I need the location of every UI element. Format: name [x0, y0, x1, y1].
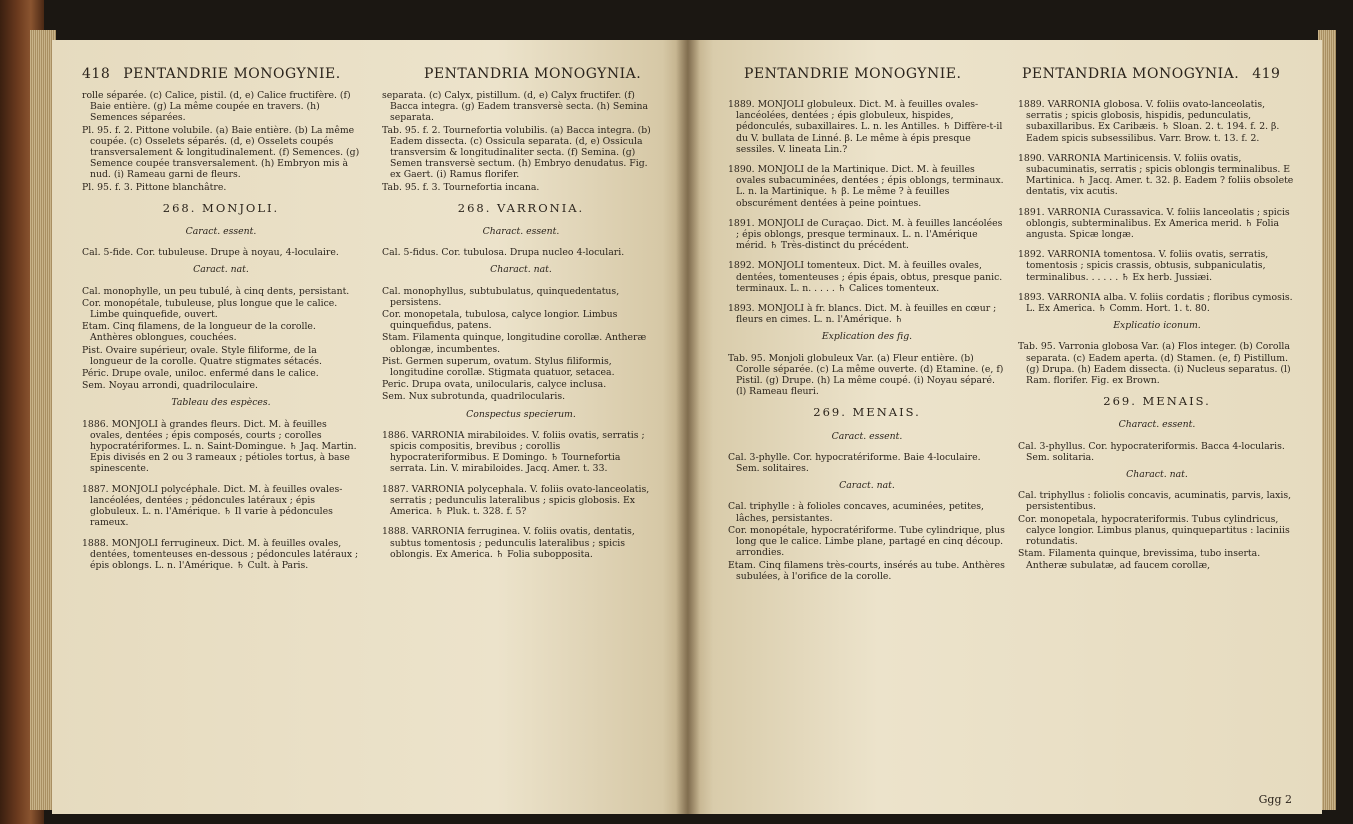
- right-page-french-column: [728, 90, 1006, 583]
- header-french: PENTANDRIE MONOGYNIE.: [744, 66, 962, 82]
- text-block: 1888. MONJOLI ferrugineux. Dict. M. à feuilles ovales, dentées, tomenteuses en-dessous ; pédoncules latéraux ; épis oblongs. L. n. l'Amérique. ♄ Cult. à Paris.: [82, 537, 359, 571]
- text-block: Cal. 3-phylle. Cor. hypocratériforme. Baie 4-loculaire. Sem. solitaires.: [728, 451, 981, 475]
- left-page: [52, 40, 688, 814]
- text-block: 1893. MONJOLI à fr. blancs. Dict. M. à feuilles en cœur ; fleurs en cimes. L. n. l'Amérique. ♄: [728, 303, 997, 326]
- text-block: Cor. monopétale, tubuleuse, plus longue que le calice. Limbe quinquefide, ouvert.: [82, 297, 338, 321]
- text-block: Etam. Cinq filamens, de la longueur de la corolle. Anthères oblongues, couchées.: [82, 321, 316, 344]
- text-block: Cor. monopetala, tubulosa, calyce longior. Limbus quinquefidus, patens.: [382, 309, 618, 332]
- book-gutter: [676, 40, 700, 814]
- right-page-latin-column: [1018, 90, 1296, 572]
- text-block: 1892. VARRONIA tomentosa. V. foliis ovatis, serratis, tomentosis ; spicis crassis, obtusis, subpaniculatis, terminalibus. . . . . . ♄ Ex herb. Jussiæi.: [1018, 249, 1269, 283]
- text-block: Cal. triphylle : à folioles concaves, acuminées, petites, lâches, persistantes.: [728, 501, 984, 524]
- text-block: 1892. MONJOLI tomenteux. Dict. M. à feuilles ovales, dentées, tomenteuses ; épis épais, obtus, presque panic. terminaux. L. n. . . . . ♄ Calices tomenteux.: [728, 260, 1003, 294]
- text-block: Cal. triphyllus : foliolis concavis, acuminatis, parvis, laxis, persistentibus.: [1018, 490, 1292, 513]
- text-block: Charact. essent.: [1118, 419, 1196, 431]
- text-block: Cal. 5-fide. Cor. tubuleuse. Drupe à noyau, 4-loculaire.: [82, 247, 339, 259]
- text-block: Cal. monophyllus, subtubulatus, quinquedentatus, persistens.: [382, 285, 620, 308]
- text-block: Charact. nat.: [490, 264, 552, 276]
- text-block: Tab. 95. Monjoli globuleux Var. (a) Fleur entière. (b) Corolle séparée. (c) La même ouverte. (d) Etamine. (e, f) Pistil. (g) Drupe. (h) La même coupé. (i) Noyau séparé. (l) Rameau fleuri.: [728, 352, 1004, 398]
- text-block: Stam. Filamenta quinque, longitudine corollæ. Antheræ oblongæ, incumbentes.: [382, 332, 647, 355]
- text-block: 1888. VARRONIA ferruginea. V. foliis ovatis, dentatis, subtus tomentosis ; pedunculis lateralibus ; spicis oblongis. Ex America. ♄ Folia subopposita.: [382, 526, 635, 560]
- right-page-header: [1022, 66, 1280, 82]
- right-page: [688, 40, 1322, 814]
- text-block: Conspectus specierum.: [466, 408, 576, 420]
- text-block: Stam. Filamenta quinque, brevissima, tubo inserta. Antheræ subulatæ, ad faucem corollæ,: [1018, 548, 1261, 571]
- text-block: Sem. Nux subrotunda, quadrilocularis.: [382, 391, 566, 403]
- text-block: Etam. Cinq filamens très-courts, insérés au tube. Anthères subulées, à l'orifice de la corolle.: [728, 559, 1005, 582]
- text-block: rolle séparée. (c) Calice, pistil. (d, e) Calice fructifère. (f) Baie entière. (g) La même coupée en travers. (h) Semences séparées.: [82, 90, 351, 124]
- left-page-latin-column: [382, 90, 660, 561]
- text-block: 1887. MONJOLI polycéphale. Dict. M. à feuilles ovales-lancéolées, dentées ; pédoncules latéraux ; épis globuleux. L. n. l'Amérique. ♄ Il varie à pédoncules rameux.: [82, 483, 343, 529]
- left-page-french-column: [82, 90, 360, 572]
- text-block: Pist. Germen superum, ovatum. Stylus filiformis, longitudine corollæ. Stigmata quatuor, setacea.: [382, 355, 615, 379]
- text-block: Sem. Noyau arrondi, quadriloculaire.: [82, 380, 258, 392]
- text-block: 1886. MONJOLI à grandes fleurs. Dict. M. à feuilles ovales, dentées ; épis composés, courts ; corolles hypocratériformes. L. n. Saint-Domingue. ♄ Jaq. Martin. Epis divisés en 2 ou 3 rameaux ; pétioles tortus, à base spinescente.: [82, 418, 357, 475]
- text-block: 269. MENAIS.: [813, 405, 921, 420]
- text-block: 268. VARRONIA.: [457, 200, 585, 215]
- text-block: 1890. VARRONIA Martinicensis. V. foliis ovatis, subacuminatis, serratis ; spicis oblongis terminalibus. E Martinica. ♄ Jacq. Amer. t. 32. β. Eadem ? foliis obsolete dentatis, vix acutis.: [1018, 152, 1294, 198]
- text-block: Tableau des espèces.: [171, 397, 271, 409]
- text-block: Charact. essent.: [482, 226, 560, 238]
- signature-mark: Ggg 2: [1258, 793, 1292, 806]
- text-block: Explicatio iconum.: [1113, 320, 1201, 332]
- text-block: 1886. VARRONIA mirabiloides. V. foliis ovatis, serratis ; spicis compositis, brevibus ; corollis hypocrateriformibus. E Domingo. ♄ Tournefortia serrata. Lin. V. mirabiloides. Jacq. Amer. t. 33.: [382, 429, 645, 475]
- text-block: Tab. 95. f. 3. Tournefortia incana.: [382, 181, 540, 193]
- text-block: Caract. essent.: [831, 430, 903, 442]
- text-block: Pl. 95. f. 3. Pittone blanchâtre.: [82, 181, 227, 193]
- text-block: separata. (c) Calyx, pistillum. (d, e) Calyx fructifer. (f) Bacca integra. (g) Eadem transversè secta. (h) Semina separata.: [382, 90, 649, 124]
- text-block: 1891. MONJOLI de Curaçao. Dict. M. à feuilles lancéolées ; épis oblongs, presque terminaux. L. n. l'Amérique mérid. ♄ Très-distinct du précédent.: [728, 217, 1003, 252]
- header-latin: PENTANDRIA MONOGYNIA.: [424, 66, 642, 82]
- text-block: Tab. 95. f. 2. Tournefortia volubilis. (a) Bacca integra. (b) Eadem dissecta. (c) Ossicula separata. (d, e) Ossicula transversim & longitudinaliter secta. (f) Semina. (g) Semen transversè sectum. (h) Embryo denudatus. Fig. ex Gaert. (i) Ramus florifer.: [382, 124, 651, 181]
- text-block: Péric. Drupe ovale, uniloc. enfermé dans le calice.: [82, 368, 319, 380]
- text-block: 268. MONJOLI.: [162, 200, 280, 215]
- text-block: 1889. VARRONIA globosa. V. foliis ovato-lanceolatis, serratis ; spicis globosis, hispidis, pedunculatis, subaxillaribus. Ex Caribæis. ♄ Sloan. 2. t. 194. f. 2. β. Eadem spicis subsessilibus. Varr. Brow. t. 13. f. 2.: [1018, 99, 1280, 144]
- text-block: 1887. VARRONIA polycephala. V. foliis ovato-lanceolatis, serratis ; pedunculis lateralibus ; spicis globosis. Ex America. ♄ Pluk. t. 328. f. 5?: [382, 483, 650, 518]
- page-number: 419: [1252, 66, 1281, 82]
- text-block: Caract. essent.: [185, 226, 257, 238]
- text-block: 269. MENAIS.: [1103, 394, 1211, 409]
- text-block: Caract. nat.: [193, 264, 249, 276]
- text-block: Cal. 5-fidus. Cor. tubulosa. Drupa nucleo 4-loculari.: [382, 247, 625, 259]
- header-latin: PENTANDRIA MONOGYNIA.: [1022, 66, 1240, 82]
- text-block: Explication des fig.: [821, 331, 913, 343]
- text-block: Tab. 95. Varronia globosa Var. (a) Flos integer. (b) Corolla separata. (c) Eadem aperta. (d) Stamen. (e, f) Pistillum. (g) Drupa. (h) Eadem dissecta. (i) Nucleus separatus. (l) Ram. florifer. Fig. ex Brown.: [1018, 341, 1291, 387]
- left-page-header: [82, 66, 341, 82]
- text-block: Pl. 95. f. 2. Pittone volubile. (a) Baie entière. (b) La même coupée. (c) Osselets séparés. (d, e) Osselets coupés transversalement & longitudinalement. (f) Semences. (g) Semence coupée transversalement. (h) Embryon mis à nud. (i) Rameau garni de fleurs.: [82, 124, 360, 181]
- text-block: Cor. monopetala, hypocrateriformis. Tubus cylindricus, calyce longior. Limbus planus, quinquepartitus : laciniis rotundatis.: [1018, 513, 1290, 548]
- header-french: PENTANDRIE MONOGYNIE.: [123, 66, 341, 82]
- text-block: Peric. Drupa ovata, unilocularis, calyce inclusa.: [382, 379, 607, 391]
- page-number: 418: [82, 66, 111, 82]
- text-block: Caract. nat.: [839, 480, 895, 492]
- text-block: 1893. VARRONIA alba. V. foliis cordatis ; floribus cymosis. L. Ex America. ♄ Comm. Hort. 1. t. 80.: [1018, 291, 1293, 315]
- text-block: Cal. 3-phyllus. Cor. hypocrateriformis. Bacca 4-locularis. Sem. solitaria.: [1018, 440, 1285, 463]
- text-block: Cor. monopétale, hypocratériforme. Tube cylindrique, plus long que le calice. Limbe plane, partagé en cinq découp. arrondies.: [728, 524, 1005, 559]
- text-block: Pist. Ovaire supérieur, ovale. Style filiforme, de la longueur de la corolle. Quatre stigmates sétacés.: [82, 344, 323, 367]
- text-block: 1889. MONJOLI globuleux. Dict. M. à feuilles ovales-lancéolées, dentées ; épis globuleux, hispides, pédonculés, subaxillaires. L. n. les Antilles. ♄ Diffère-t-il du V. bullata de Linné. β. Le même à épis presque sessiles. V. lineata Lin.?: [728, 99, 1003, 155]
- text-block: 1890. MONJOLI de la Martinique. Dict. M. à feuilles ovales subacuminées, dentées ; épis oblongs, terminaux. L. n. la Martinique. ♄ β. Le même ? à feuilles obscurément dentées à peine pointues.: [728, 164, 1004, 209]
- text-block: Cal. monophylle, un peu tubulé, à cinq dents, persistant.: [82, 285, 350, 297]
- text-block: Charact. nat.: [1126, 469, 1188, 481]
- text-block: 1891. VARRONIA Curassavica. V. foliis lanceolatis ; spicis oblongis, subterminalibus. Ex America merid. ♄ Folia angusta. Spicæ longæ.: [1018, 206, 1290, 241]
